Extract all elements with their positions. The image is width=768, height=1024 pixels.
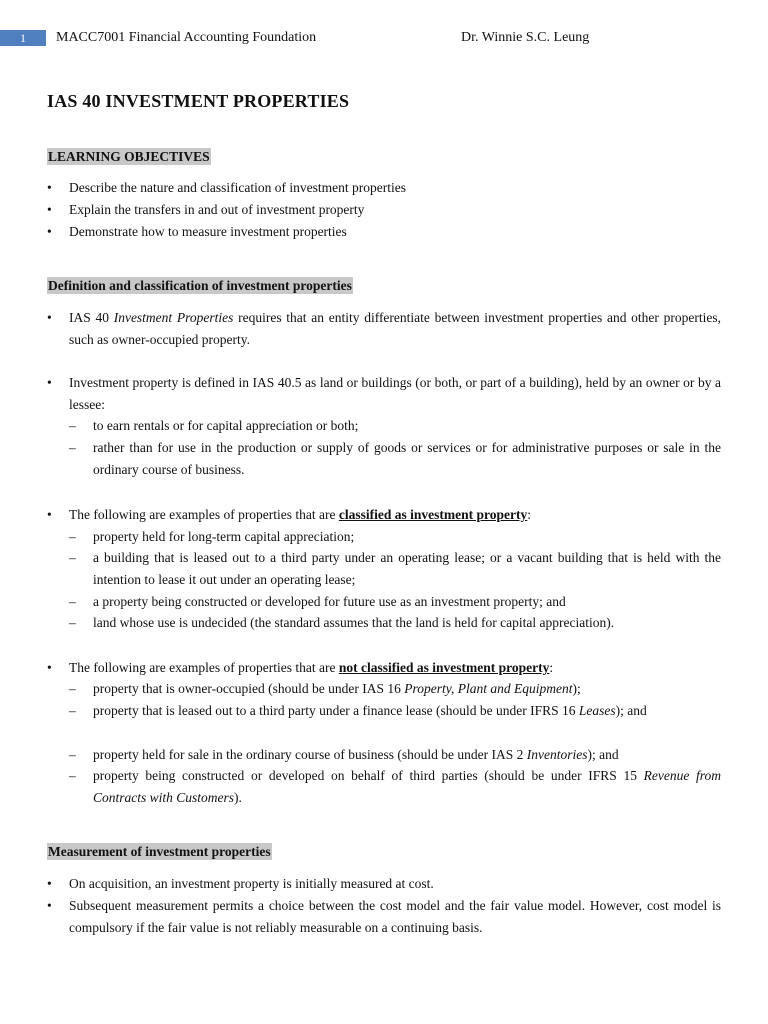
bullet-icon: •: [47, 375, 52, 390]
bullet-icon: •: [47, 660, 52, 675]
measurement-item: • On acquisition, an investment property is initially measured at cost.: [47, 873, 721, 895]
learning-objectives-heading: LEARNING OBJECTIVES: [48, 149, 210, 164]
classified-sub-item: – property held for long-term capital appreciation;: [69, 526, 721, 548]
not-classified-sub-item: – property being constructed or developed on behalf of third parties (should be under IFRS 15 Revenue from Contracts with Customers).: [69, 765, 721, 808]
definition-sub-item: – to earn rentals or for capital appreciation or both;: [69, 415, 721, 437]
classified-sub-item: – a property being constructed or developed for future use as an investment property; and: [69, 591, 721, 613]
bullet-icon: •: [47, 310, 52, 325]
not-classified-paragraph: • The following are examples of properties that are not classified as investment property:: [47, 657, 721, 679]
classified-sub-item: – a building that is leased out to a third party under an operating lease; or a vacant building that is held with the intention to lease it out under an operating lease;: [69, 547, 721, 590]
not-classified-sub-item: – property held for sale in the ordinary course of business (should be under IAS 2 Inventories); and: [69, 744, 721, 766]
dash-icon: –: [69, 681, 76, 696]
bullet-icon: •: [47, 224, 52, 239]
document-title: IAS 40 INVESTMENT PROPERTIES: [47, 91, 350, 111]
not-classified-sub-item: – property that is leased out to a third party under a finance lease (should be under IFRS 16 Leases); and: [69, 700, 721, 722]
page-header: [0, 30, 768, 48]
dash-icon: –: [69, 550, 76, 565]
definition-heading: Definition and classification of investment properties: [48, 278, 352, 293]
bullet-icon: •: [47, 507, 52, 522]
bullet-icon: •: [47, 180, 52, 195]
definition-paragraph-1: • IAS 40 Investment Properties requires that an entity differentiate between investment properties and other properties, such as owner-occupied property.: [47, 307, 721, 350]
objective-item: • Describe the nature and classification of investment properties: [47, 177, 721, 199]
dash-icon: –: [69, 440, 76, 455]
dash-icon: –: [69, 768, 76, 783]
course-title: MACC7001 Financial Accounting Foundation: [56, 30, 317, 45]
definition-paragraph-2: • Investment property is defined in IAS 40.5 as land or buildings (or both, or part of a building), held by an owner or by a lessee:: [47, 372, 721, 415]
dash-icon: –: [69, 418, 76, 433]
dash-icon: –: [69, 594, 76, 609]
dash-icon: –: [69, 703, 76, 718]
bullet-icon: •: [47, 898, 52, 913]
page-number: 1: [0, 30, 46, 46]
dash-icon: –: [69, 615, 76, 630]
bullet-icon: •: [47, 876, 52, 891]
objective-item: • Explain the transfers in and out of investment property: [47, 199, 721, 221]
not-classified-sub-item: – property that is owner-occupied (should be under IAS 16 Property, Plant and Equipment);: [69, 678, 721, 700]
dash-icon: –: [69, 529, 76, 544]
author-name: Dr. Winnie S.C. Leung: [461, 30, 590, 45]
dash-icon: –: [69, 747, 76, 762]
measurement-item: • Subsequent measurement permits a choice between the cost model and the fair value model. However, cost model is compulsory if the fair value is not reliably measurable on a continuing basis.: [47, 895, 721, 938]
objective-item: • Demonstrate how to measure investment properties: [47, 221, 721, 243]
bullet-icon: •: [47, 202, 52, 217]
classified-paragraph: • The following are examples of properties that are classified as investment property:: [47, 504, 721, 526]
classified-sub-item: – land whose use is undecided (the standard assumes that the land is held for capital appreciation).: [69, 612, 721, 634]
definition-sub-item: – rather than for use in the production or supply of goods or services or for administrative purposes or sale in the ordinary course of business.: [69, 437, 721, 480]
measurement-heading: Measurement of investment properties: [48, 844, 271, 859]
